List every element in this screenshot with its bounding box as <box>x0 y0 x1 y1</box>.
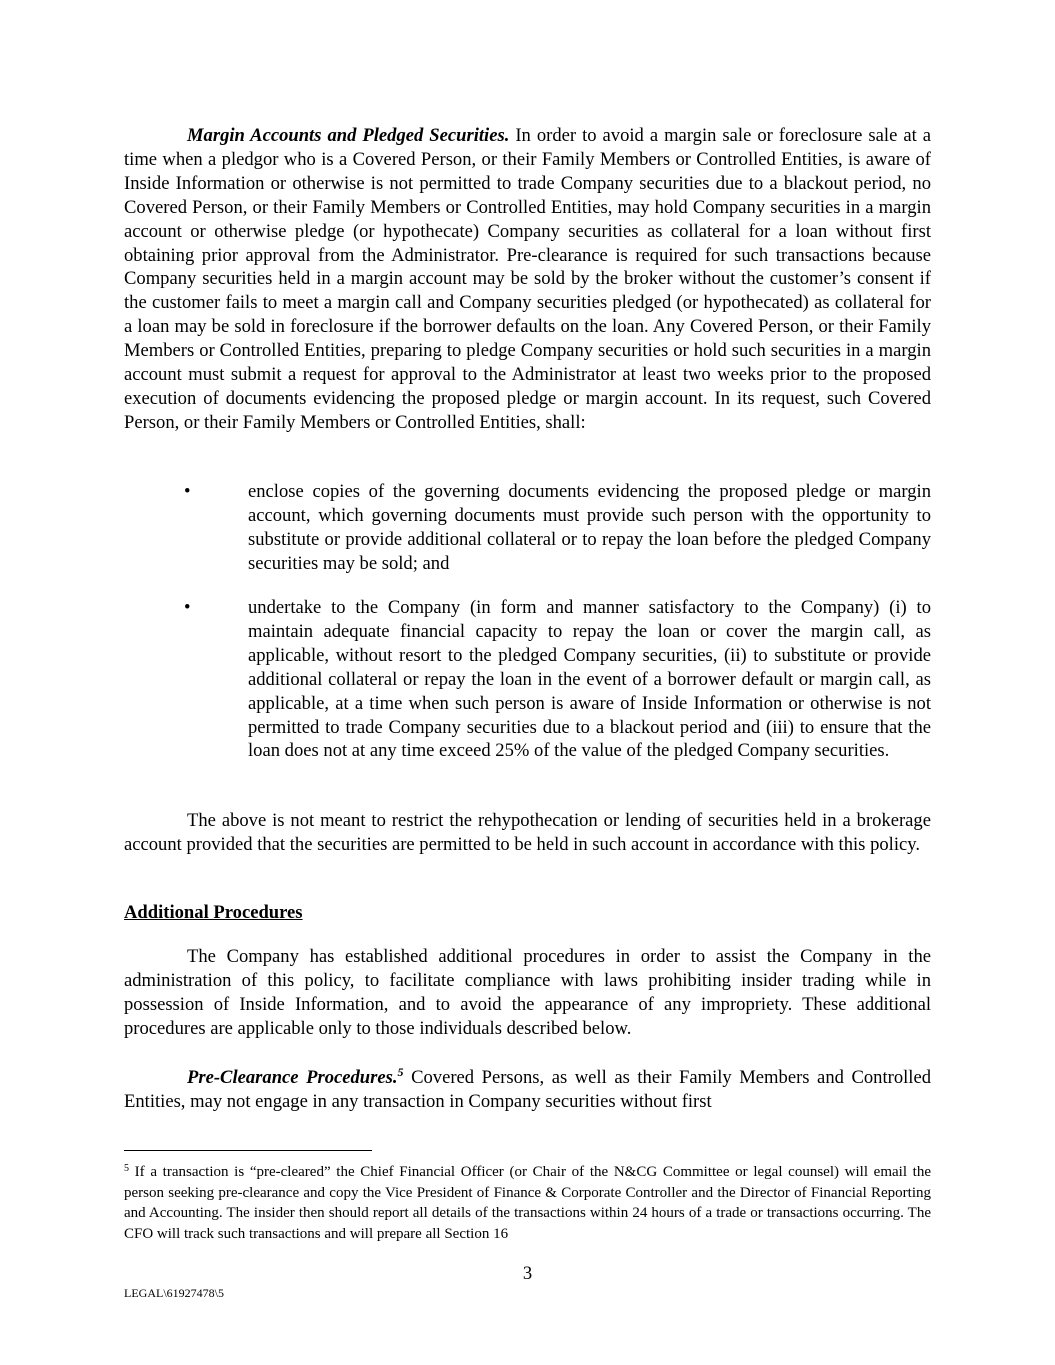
pre-clearance-title: Pre-Clearance Procedures. <box>187 1067 398 1088</box>
document-id: LEGAL\61927478\5 <box>124 1286 224 1300</box>
page-number: 3 <box>522 1263 533 1284</box>
additional-procedures-paragraph: The Company has established additional procedures in order to assist the Company in the administration of this policy, to facilitate compliance with laws prohibiting insider trading while in possession of Inside Information, and to avoid the appearance of any impropriety. These additional procedures are applicable only to those individuals described below. <box>124 946 931 1039</box>
footnote-number: 5 <box>124 1163 129 1174</box>
footnote-reference[interactable]: 5 <box>397 1065 404 1079</box>
footnote-divider <box>124 1150 372 1151</box>
bullet-text: undertake to the Company (in form and manner satisfactory to the Company) (i) to maintain adequate financial capacity to repay the loan or cover the margin call, as applicable, without resort to the pledged Company securities, (ii) to substitute or provide additional collateral or repay the loan in the event of a borrower default or margin call, as applicable, at a time when such person is aware of Inside Information or otherwise is not permitted to trade Company securities due to a blackout period and (iii) to ensure that the loan does not at any time exceed 25% of the value of the pledged Company securities. <box>248 597 931 762</box>
pre-clearance-paragraph <box>124 1061 931 1114</box>
bullet-text: enclose copies of the governing documents evidencing the proposed pledge or margin account, which governing documents must provide such person with the opportunity to substitute or provide additional collateral or to repay the loan before the pledged Company securities may be sold; and <box>248 481 931 574</box>
bullet-item <box>124 596 931 763</box>
footnote <box>124 1159 931 1245</box>
section-heading: Additional Procedures <box>124 902 303 923</box>
pre-clearance-text: Covered Persons, as well as their Family Members and Controlled Entities, may not engage in any transaction in Company securities without first <box>124 1067 932 1112</box>
margin-accounts-title: Margin Accounts and Pledged Securities. <box>187 125 510 146</box>
bullet-item <box>124 480 931 576</box>
rehypothecation-paragraph: The above is not meant to restrict the rehypothecation or lending of securities held in a brokerage account provided that the securities are permitted to be held in such account in accordance with this policy. <box>124 810 931 855</box>
bullet-icon: • <box>184 597 191 618</box>
footnote-text: If a transaction is “pre-cleared” the Chief Financial Officer (or Chair of the N&CG Committee or legal counsel) will email the person seeking pre-clearance and copy the Vice President of Finance & Corporate Controller and the Director of Financial Reporting and Accounting. The insider then should report all details of the transactions within 24 hours of a trade or transactions occurring. The CFO will track such transactions and will prepare all Section 16 <box>124 1164 931 1243</box>
margin-accounts-text: In order to avoid a margin sale or foreclosure sale at a time when a pledgor who is a Covered Person, or their Family Members or Controlled Entities, is aware of Inside Information or otherwise is not permitted to trade Company securities due to a blackout period, no Covered Person, or their Family Members or Controlled Entities, may hold Company securities in a margin account or otherwise pledge (or hypothecate) Company securities as collateral for a loan without first obtaining prior approval from the Administrator. Pre-clearance is required for such transactions because Company securities held in a margin account may be sold by the broker without the customer’s consent if the customer fails to meet a margin call and Company securities pledged (or hypothecated) as collateral for a loan may be sold in foreclosure if the borrower defaults on the loan. Any Covered Person, or their Family Members or Controlled Entities, preparing to pledge Company securities or hold such securities in a margin account must submit a request for approval to the Administrator at least two weeks prior to the proposed execution of documents evidencing the proposed pledge or margin account. In its request, such Covered Person, or their Family Members or Controlled Entities, shall: <box>124 125 931 433</box>
bullet-icon: • <box>184 481 191 502</box>
margin-accounts-paragraph <box>124 124 931 435</box>
